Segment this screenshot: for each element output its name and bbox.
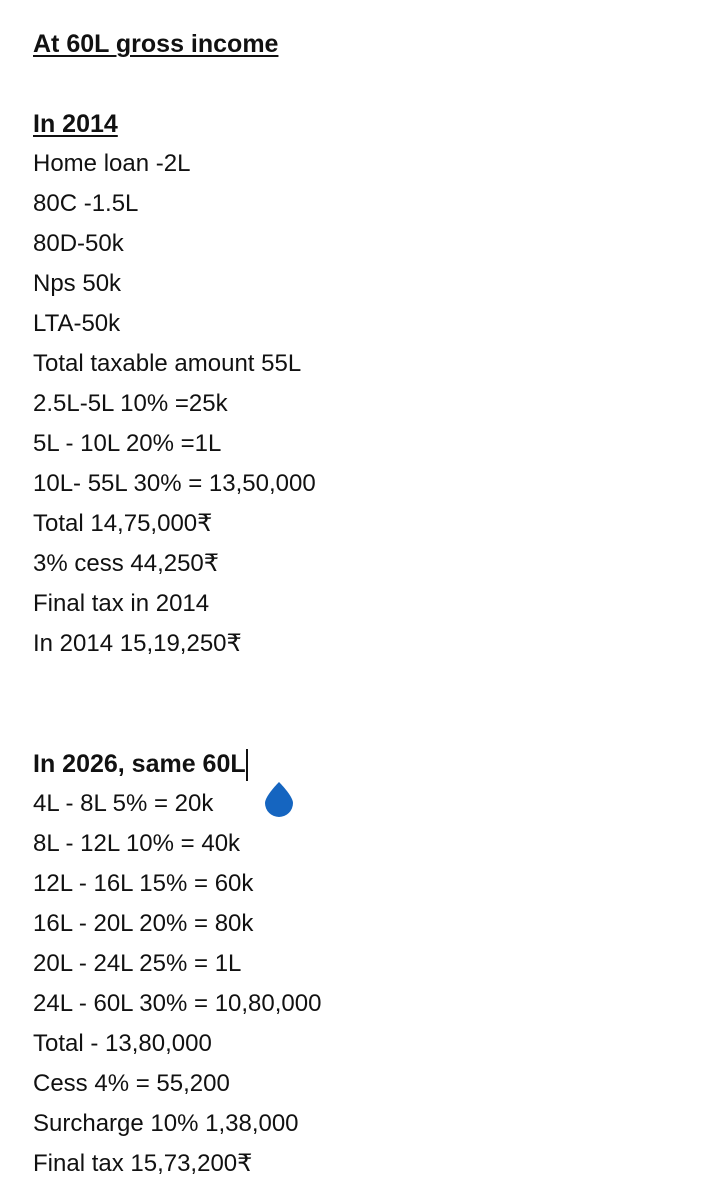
blank-line [33, 64, 693, 104]
section-heading-2026 [33, 744, 693, 784]
text-line: 3% cess 44,250₹ [33, 550, 220, 577]
text-line: 16L - 20L 20% = 80k [33, 910, 254, 937]
text-line: Final tax 15,73,200₹ [33, 1150, 253, 1177]
text-line: Cess 4% = 55,200 [33, 1070, 230, 1097]
section-heading-2014: In 2014 [33, 110, 118, 138]
text-line: Nps 50k [33, 270, 122, 297]
text-line: 80C -1.5L [33, 190, 139, 217]
text-line: 10L- 55L 30% = 13,50,000 [33, 470, 316, 497]
text-line: Surcharge 10% 1,38,000 [33, 1110, 299, 1137]
text-line: Total 14,75,000₹ [33, 510, 213, 537]
text-line: In 2014 15,19,250₹ [33, 630, 242, 657]
text-line: Total - 13,80,000 [33, 1030, 212, 1057]
text-line: 5L - 10L 20% =1L [33, 430, 222, 457]
text-selection-handle-icon[interactable] [262, 780, 296, 818]
blank-line [33, 664, 693, 704]
text-line: Total taxable amount 55L [33, 350, 302, 377]
text-line: Final tax in 2014 [33, 590, 210, 617]
blank-line [33, 704, 693, 744]
text-line: LTA-50k [33, 310, 121, 337]
text-line: 24L - 60L 30% = 10,80,000 [33, 990, 322, 1017]
section-heading-2026-text: In 2026, same 60L [33, 750, 246, 778]
text-line: 20L - 24L 25% = 1L [33, 950, 242, 977]
text-line: 2.5L-5L 10% =25k [33, 390, 228, 417]
text-cursor [246, 749, 248, 781]
text-line: 8L - 12L 10% = 40k [33, 830, 241, 857]
text-line: 12L - 16L 15% = 60k [33, 870, 254, 897]
text-line: Home loan -2L [33, 150, 191, 177]
document-title: At 60L gross income [33, 30, 279, 58]
text-line: 80D-50k [33, 230, 124, 257]
document-body[interactable] [33, 0, 693, 1184]
text-line: 4L - 8L 5% = 20k [33, 790, 214, 817]
heading-text-with-cursor[interactable] [33, 749, 246, 779]
